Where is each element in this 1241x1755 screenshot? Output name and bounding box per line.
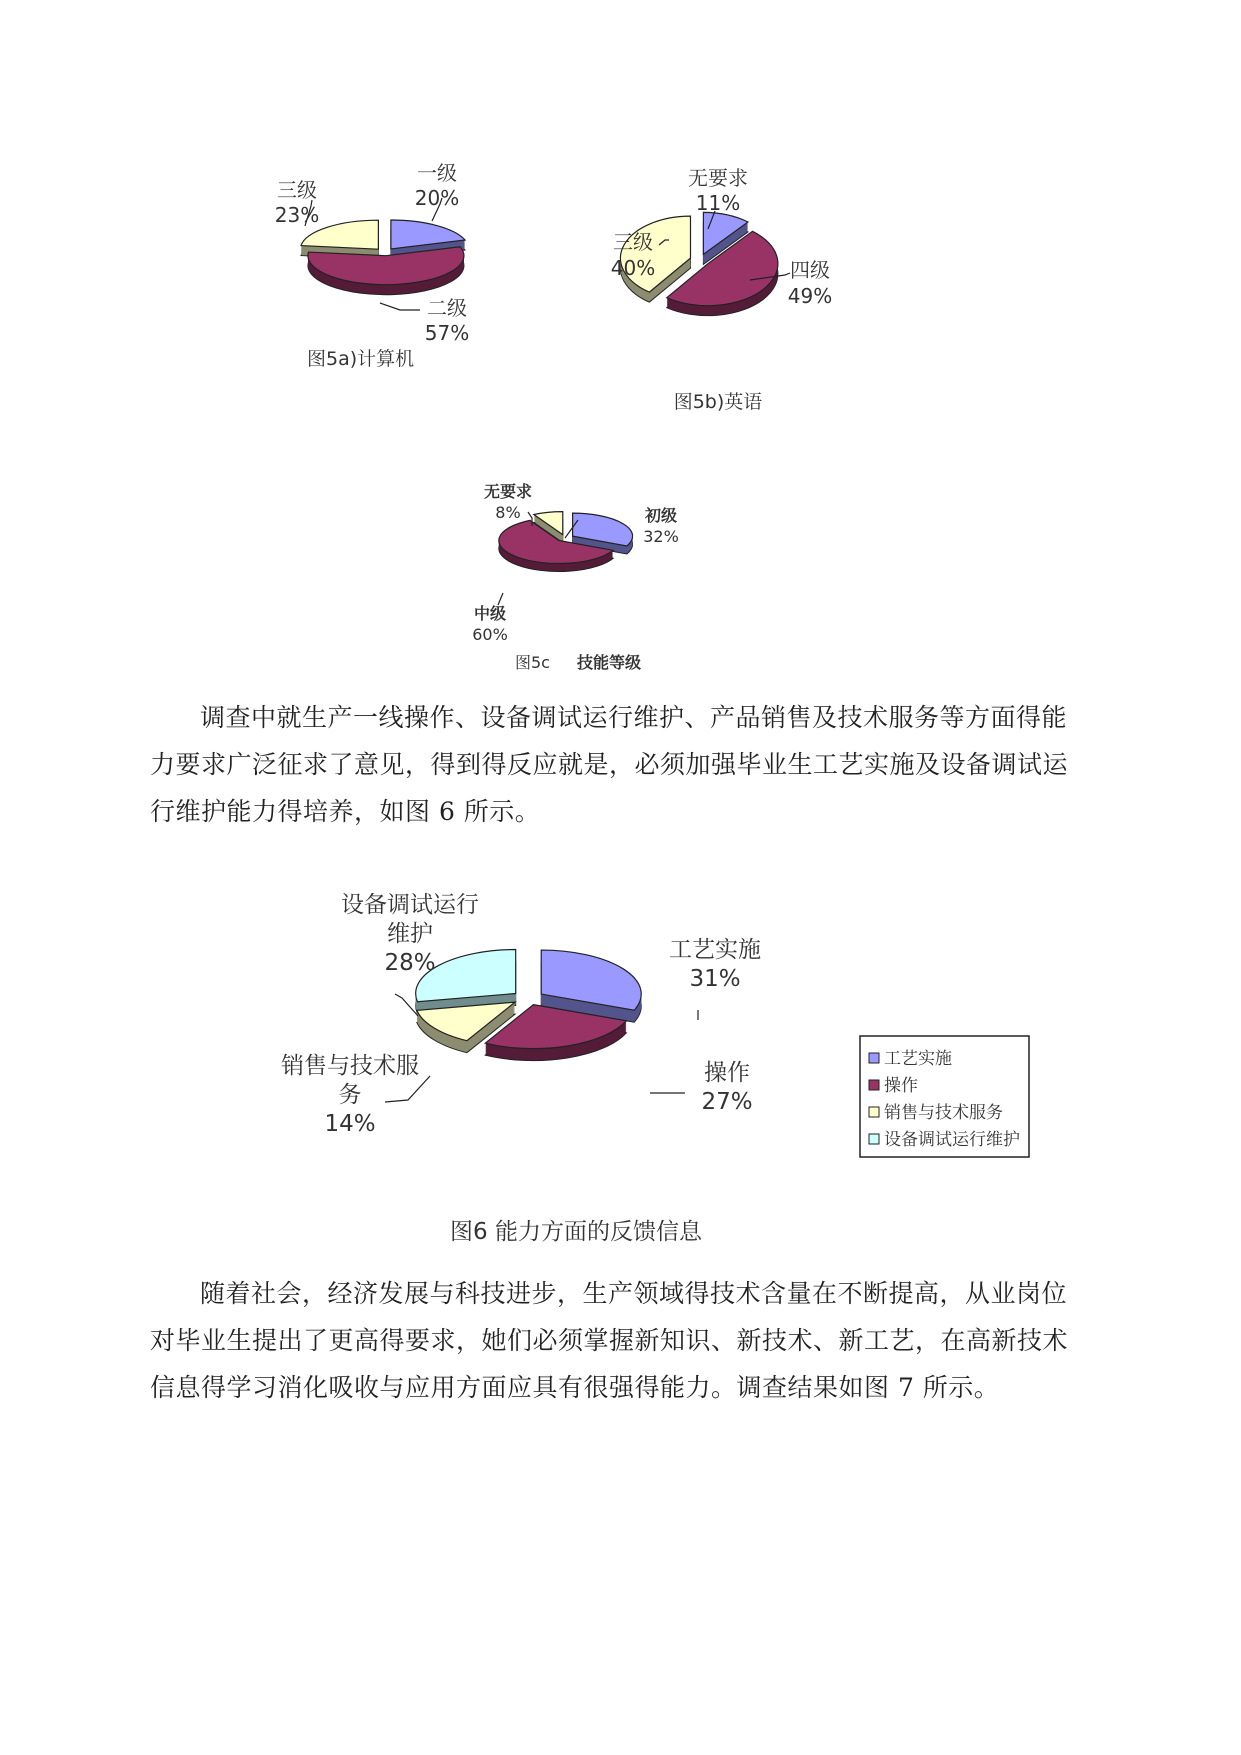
label-level1-pct: 20% [414, 186, 460, 210]
caption-fig5c-a: 图5c [515, 653, 550, 672]
label-maintenance-line2: 维护 [387, 921, 433, 947]
paragraph-tech-development: 随着社会，经济发展与科技进步，生产领域得技术含量在不断提高，从业岗位对毕业生提出了更高得要求，她们必须掌握新知识、新技术、新工艺，在高新技术信息得学习消化吸收与应用方面应具有很强得能力。调查结果如图 7 所示。 [150, 1279, 1069, 1402]
label-cet3-pct: 40% [610, 256, 656, 280]
label-operation-pct: 27% [701, 1089, 753, 1115]
legend-label-process: 工艺实施 [884, 1049, 952, 1069]
label-none-pct: 11% [695, 191, 741, 215]
label-cet4-pct: 49% [787, 284, 833, 308]
label-level2-name: 二级 [427, 296, 467, 320]
legend-swatch-process [869, 1053, 879, 1063]
label-level3-name: 三级 [277, 178, 317, 202]
pie-chart-skill-level [470, 480, 710, 680]
legend-label-maintenance: 设备调试运行维护 [884, 1130, 1020, 1150]
paragraph-ability-survey: 调查中就生产一线操作、设备调试运行维护、产品销售及技术服务等方面得能力要求广泛征求了意见，得到得反应就是，必须加强毕业生工艺实施及设备调试运行维护能力得培养，如图 6 所示。 [150, 703, 1069, 826]
label-level3-pct: 23% [274, 203, 320, 227]
label-process-pct: 31% [689, 966, 741, 992]
legend-swatch-maintenance [869, 1134, 879, 1144]
legend-label-sales: 销售与技术服务 [884, 1103, 1003, 1123]
caption-fig6: 图6 能力方面的反馈信息 [450, 1219, 702, 1245]
caption-fig5b: 图5b)英语 [673, 391, 763, 413]
pie-chart-english [600, 165, 910, 425]
label-none-name: 无要求 [483, 482, 533, 501]
label-intermediate-pct: 60% [472, 625, 508, 644]
legend-swatch-sales [869, 1107, 879, 1117]
label-level1-name: 一级 [417, 161, 457, 185]
pie-slice-三级 [620, 216, 690, 292]
label-maintenance-line1: 设备调试运行 [341, 892, 479, 918]
label-maintenance-pct: 28% [384, 950, 436, 976]
label-sales-line2: 务 [338, 1082, 362, 1108]
caption-fig5a: 图5a)计算机 [307, 348, 415, 370]
label-process-name: 工艺实施 [669, 937, 761, 963]
label-none-name: 无要求 [688, 166, 748, 190]
legend-swatch-operation [869, 1080, 879, 1090]
label-cet4-name: 四级 [790, 258, 830, 282]
caption-fig5c-b: 技能等级 [577, 653, 642, 672]
pie-chart-ability-feedback [270, 890, 1050, 1160]
legend [860, 1036, 1029, 1157]
label-primary-name: 初级 [644, 506, 678, 525]
legend-label-operation: 操作 [884, 1076, 918, 1096]
label-intermediate-name: 中级 [473, 604, 507, 623]
label-primary-pct: 32% [643, 527, 679, 546]
label-operation-name: 操作 [704, 1060, 750, 1086]
pie-chart-computer [274, 160, 550, 390]
label-sales-line1: 销售与技术服 [281, 1053, 419, 1079]
label-none-pct: 8% [495, 503, 521, 522]
label-cet3-name: 三级 [613, 230, 653, 254]
label-level2-pct: 57% [424, 321, 470, 345]
label-sales-pct: 14% [324, 1111, 376, 1137]
